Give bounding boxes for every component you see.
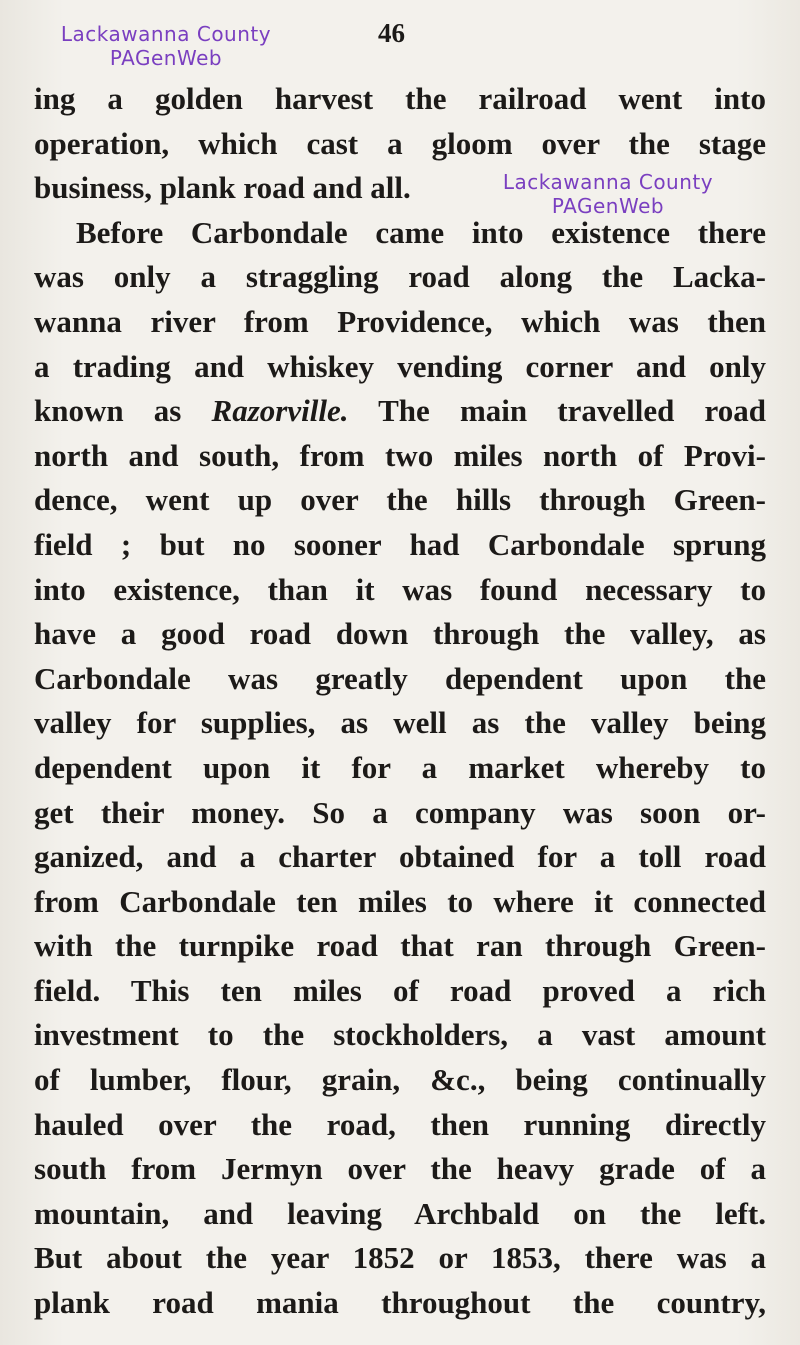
watermark-middle bbox=[478, 170, 738, 218]
text-line: valley for supplies, as well as the valley being bbox=[34, 705, 766, 741]
watermark-top bbox=[36, 22, 296, 70]
text-line: wanna river from Providence, which was then bbox=[34, 303, 766, 339]
watermark-title: Lackawanna County bbox=[502, 170, 714, 194]
text-line: business, plank road and all. bbox=[34, 170, 411, 206]
text-line: hauled over the road, then running directly bbox=[34, 1106, 766, 1142]
text-line: ing a golden harvest the railroad went into bbox=[34, 81, 766, 116]
text-line: dence, went up over the hills through Green- bbox=[34, 482, 766, 518]
page-number: 46 bbox=[378, 18, 405, 48]
text-segment: known as bbox=[34, 393, 212, 429]
text-line: field. This ten miles of road proved a rich bbox=[34, 972, 766, 1008]
text-line: have a good road down through the valley, as bbox=[34, 616, 766, 652]
paragraph-start-line: Before Carbondale came into existence there bbox=[76, 214, 766, 250]
text-line: with the turnpike road that ran through Green- bbox=[34, 928, 766, 964]
text-segment: The main travelled road bbox=[348, 393, 766, 429]
watermark-subtitle: PAGenWeb bbox=[551, 194, 665, 218]
text-line: plank road mania throughout the country, bbox=[34, 1285, 766, 1321]
text-line: from Carbondale ten miles to where it connected bbox=[34, 883, 766, 919]
italic-place-name: Razorville. bbox=[211, 393, 349, 429]
text-line: mountain, and leaving Archbald on the left. bbox=[34, 1195, 766, 1231]
text-line: ganized, and a charter obtained for a toll road bbox=[34, 839, 766, 875]
watermark-subtitle: PAGenWeb bbox=[109, 46, 223, 70]
text-line: south from Jermyn over the heavy grade of a bbox=[34, 1151, 766, 1187]
watermark-title: Lackawanna County bbox=[60, 22, 272, 46]
text-line: was only a straggling road along the Lacka- bbox=[34, 259, 766, 295]
text-line: north and south, from two miles north of Provi- bbox=[34, 437, 766, 473]
text-line: a trading and whiskey vending corner and only bbox=[34, 348, 766, 384]
text-line: dependent upon it for a market whereby to bbox=[34, 749, 766, 785]
text-line: into existence, than it was found necessary to bbox=[34, 571, 766, 607]
text-line: Carbondale was greatly dependent upon the bbox=[34, 660, 766, 696]
text-line: of lumber, flour, grain, &c., being continually bbox=[34, 1062, 766, 1098]
text-line: But about the year 1852 or 1853, there was a bbox=[34, 1240, 766, 1276]
body-text bbox=[34, 79, 766, 1328]
text-line: operation, which cast a gloom over the stage bbox=[34, 125, 766, 161]
text-line: get their money. So a company was soon or- bbox=[34, 794, 766, 830]
text-line: field ; but no sooner had Carbondale sprung bbox=[34, 526, 766, 562]
text-line: investment to the stockholders, a vast amount bbox=[34, 1017, 766, 1053]
text-line-mixed bbox=[34, 391, 766, 436]
